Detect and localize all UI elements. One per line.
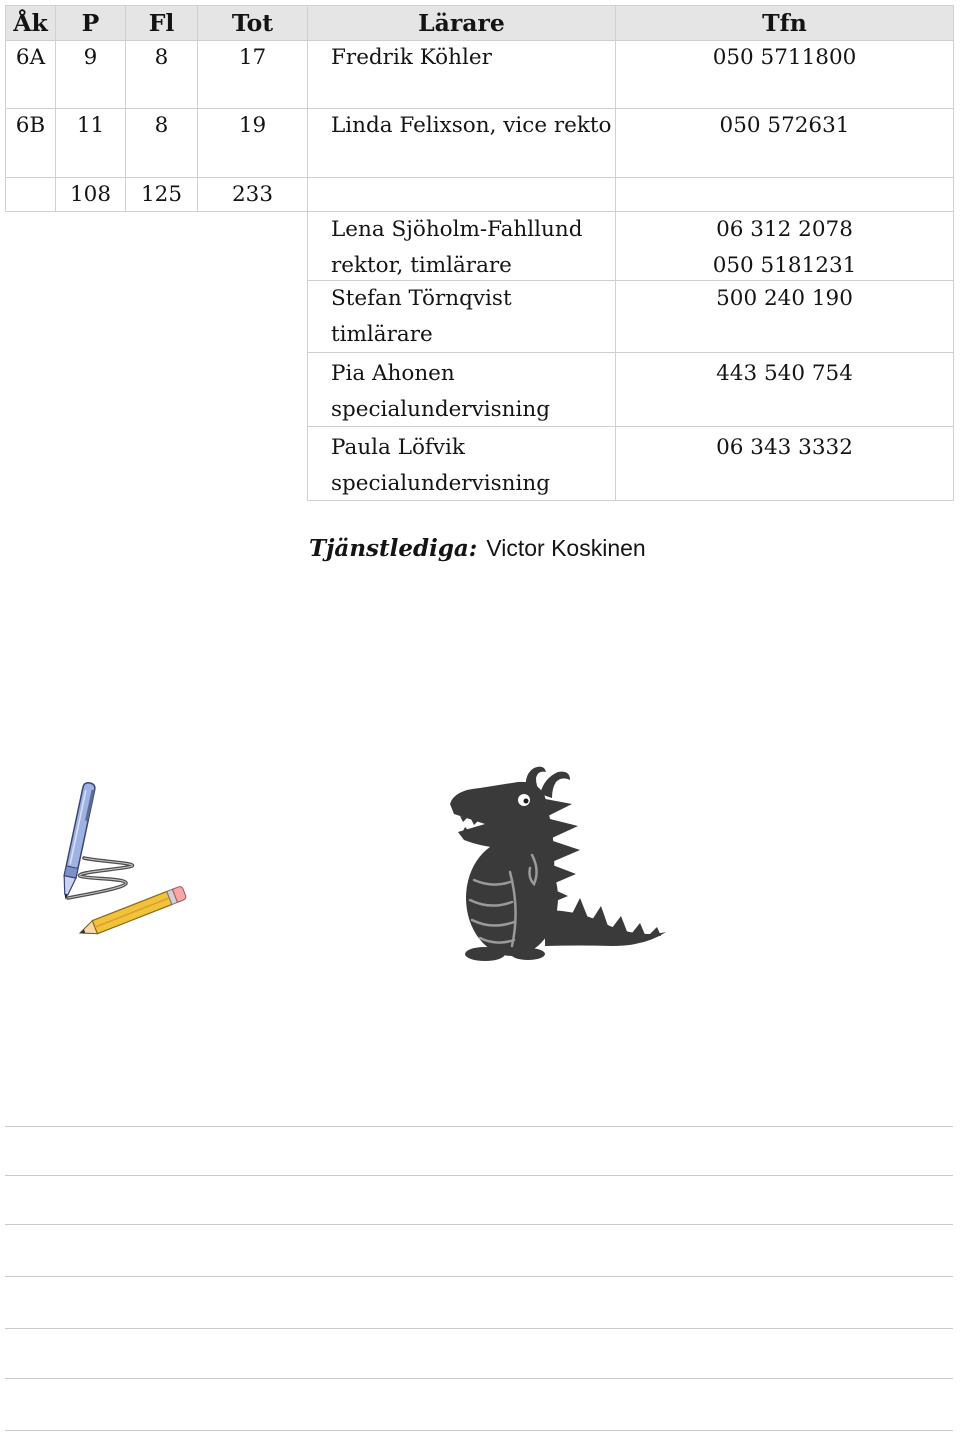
totals-fl-cell: 125 <box>125 177 198 212</box>
header-larare: Lärare <box>307 5 616 41</box>
class-cell: 6A <box>5 40 56 109</box>
phone-number: 050 5181231 <box>712 253 857 278</box>
writing-line <box>5 1378 953 1379</box>
phone-cell <box>615 280 954 353</box>
phone-cell <box>615 352 954 427</box>
fl-cell: 8 <box>125 108 198 178</box>
pen-and-pencil-icon <box>55 775 190 945</box>
header-p: P <box>55 5 126 41</box>
dragon-silhouette <box>450 767 666 961</box>
header-tfn: Tfn <box>615 5 954 41</box>
phone-number: 443 540 754 <box>716 361 853 386</box>
on-leave-line <box>309 533 646 563</box>
staff-role: timlärare <box>331 322 433 347</box>
fl-cell: 8 <box>125 40 198 109</box>
dragon-icon <box>440 760 680 970</box>
staff-cell <box>307 211 616 281</box>
writing-line <box>5 1126 953 1127</box>
staff-name: Pia Ahonen <box>331 361 455 386</box>
total-cell: 19 <box>197 108 308 178</box>
writing-line <box>5 1224 953 1225</box>
phone-cell: 050 5711800 <box>615 40 954 109</box>
teacher-cell: Linda Felixson, vice rekto <box>307 108 616 178</box>
staff-name: Paula Löfvik <box>331 435 465 460</box>
staff-role: specialundervisning <box>331 397 550 422</box>
on-leave-label: Tjänstlediga: <box>309 535 478 562</box>
totals-empty-cell <box>615 177 954 212</box>
header-fl: Fl <box>125 5 198 41</box>
staff-role: rektor, timlärare <box>331 253 512 278</box>
totals-empty-cell <box>5 177 56 212</box>
totals-empty-cell <box>307 177 616 212</box>
staff-name: Stefan Törnqvist <box>331 286 512 311</box>
total-cell: 17 <box>197 40 308 109</box>
on-leave-names: Victor Koskinen <box>486 535 646 561</box>
totals-tot-cell: 233 <box>197 177 308 212</box>
staff-cell <box>307 352 616 427</box>
dragon-pupil <box>524 799 529 804</box>
writing-line <box>5 1328 953 1329</box>
staff-name: Lena Sjöholm-Fahllund <box>331 217 583 242</box>
staff-cell <box>307 280 616 353</box>
phone-number: 06 312 2078 <box>716 217 853 242</box>
teacher-cell: Fredrik Köhler <box>307 40 616 109</box>
phone-cell <box>615 211 954 281</box>
class-cell: 6B <box>5 108 56 178</box>
phone-number: 06 343 3332 <box>716 435 853 460</box>
pen <box>59 782 95 901</box>
staff-cell <box>307 426 616 501</box>
header-tot: Tot <box>197 5 308 41</box>
writing-line <box>5 1175 953 1176</box>
p-cell: 9 <box>55 40 126 109</box>
phone-cell <box>615 426 954 501</box>
phone-number: 500 240 190 <box>716 286 853 311</box>
p-cell: 11 <box>55 108 126 178</box>
writing-line <box>5 1430 953 1431</box>
class-table <box>0 0 960 510</box>
writing-line <box>5 1276 953 1277</box>
staff-role: specialundervisning <box>331 471 550 496</box>
phone-cell: 050 572631 <box>615 108 954 178</box>
totals-p-cell: 108 <box>55 177 126 212</box>
header-ak: Åk <box>5 5 56 41</box>
